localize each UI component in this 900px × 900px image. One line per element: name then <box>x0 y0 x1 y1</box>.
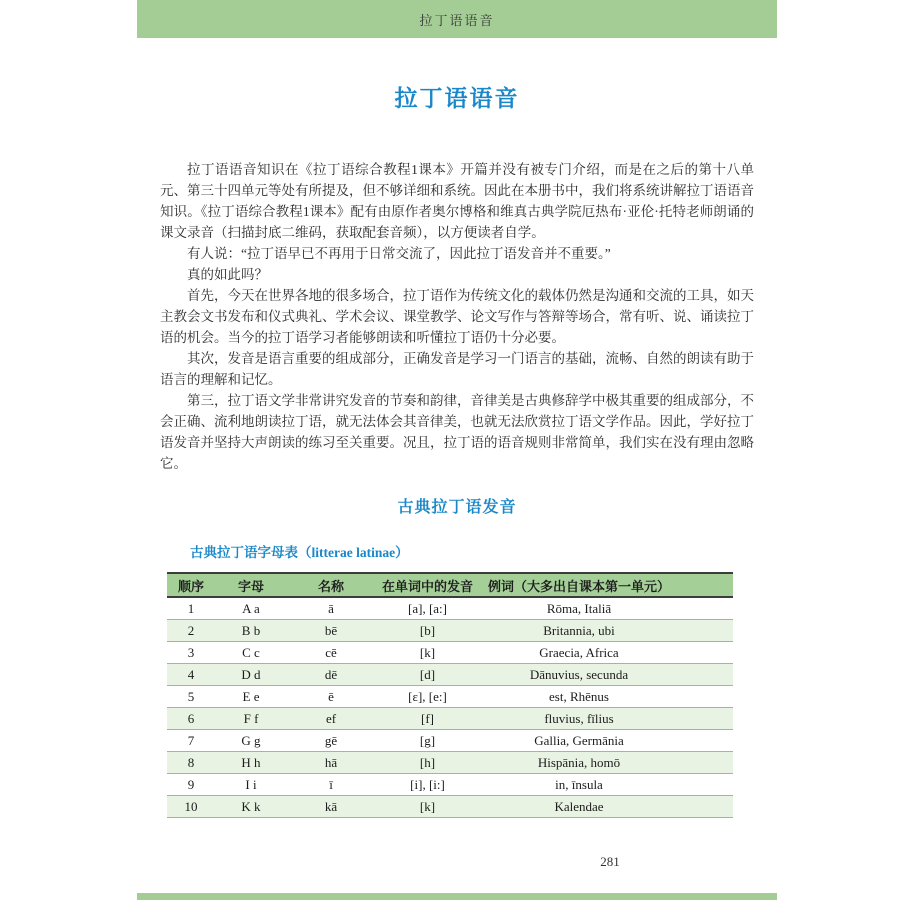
cell-order: 6 <box>167 708 215 730</box>
footer-bar <box>137 893 777 900</box>
cell-example: Hispānia, homō <box>480 752 733 774</box>
cell-name: ā <box>287 597 375 620</box>
cell-example: Graecia, Africa <box>480 642 733 664</box>
cell-letter: D d <box>215 664 287 686</box>
cell-letter: H h <box>215 752 287 774</box>
body-text <box>160 159 754 474</box>
cell-pronunciation: [a], [a:] <box>375 597 480 620</box>
cell-letter: G g <box>215 730 287 752</box>
table-row <box>167 642 733 664</box>
cell-example: Dānuvius, secunda <box>480 664 733 686</box>
cell-name: dē <box>287 664 375 686</box>
cell-letter: A a <box>215 597 287 620</box>
body-paragraph: 真的如此吗？ <box>187 267 268 282</box>
cell-name: kā <box>287 796 375 818</box>
table-row <box>167 620 733 642</box>
cell-name: cē <box>287 642 375 664</box>
cell-pronunciation: [i], [i:] <box>375 774 480 796</box>
table-row <box>167 752 733 774</box>
table-row <box>167 796 733 818</box>
cell-letter: F f <box>215 708 287 730</box>
cell-name: ef <box>287 708 375 730</box>
column-header-order: 顺序 <box>167 573 215 597</box>
table-header-row <box>167 573 733 597</box>
table-row <box>167 708 733 730</box>
cell-pronunciation: [h] <box>375 752 480 774</box>
body-paragraph: 有人说：“拉丁语早已不再用于日常交流了，因此拉丁语发音并不重要。” <box>187 246 611 261</box>
cell-pronunciation: [k] <box>375 642 480 664</box>
alphabet-table <box>167 572 733 818</box>
cell-order: 7 <box>167 730 215 752</box>
cell-letter: I i <box>215 774 287 796</box>
table-row <box>167 730 733 752</box>
cell-pronunciation: [f] <box>375 708 480 730</box>
cell-pronunciation: [ε], [e:] <box>375 686 480 708</box>
page-number: 281 <box>600 854 620 869</box>
cell-order: 1 <box>167 597 215 620</box>
table-row <box>167 774 733 796</box>
cell-order: 4 <box>167 664 215 686</box>
cell-example: est, Rhēnus <box>480 686 733 708</box>
table-row <box>167 664 733 686</box>
column-header-name: 名称 <box>287 573 375 597</box>
cell-order: 3 <box>167 642 215 664</box>
body-paragraph: 其次，发音是语言重要的组成部分，正确发音是学习一门语言的基础，流畅、自然的朗读有助于语言的理解和记忆。 <box>160 351 754 387</box>
table-row <box>167 686 733 708</box>
cell-pronunciation: [g] <box>375 730 480 752</box>
column-header-examples: 例词（大多出自课本第一单元） <box>480 573 733 597</box>
cell-order: 9 <box>167 774 215 796</box>
cell-name: bē <box>287 620 375 642</box>
cell-example: Gallia, Germānia <box>480 730 733 752</box>
cell-letter: C c <box>215 642 287 664</box>
table-row <box>167 597 733 620</box>
cell-name: gē <box>287 730 375 752</box>
body-paragraph: 首先，今天在世界各地的很多场合，拉丁语作为传统文化的载体仍然是沟通和交流的工具，如天主教会文书发布和仪式典礼、学术会议、课堂教学、论文写作与答辩等场合，常有听、说、诵读拉丁语的机会。当今的拉丁语学习者能够朗读和听懂拉丁语仍十分必要。 <box>160 288 754 345</box>
cell-order: 10 <box>167 796 215 818</box>
cell-example: in, īnsula <box>480 774 733 796</box>
cell-order: 5 <box>167 686 215 708</box>
body-paragraph: 拉丁语语音知识在《拉丁语综合教程1课本》开篇并没有被专门介绍，而是在之后的第十八单元、第三十四单元等处有所提及，但不够详细和系统。因此在本册书中，我们将系统讲解拉丁语语音知识。《拉丁语综合教程1课本》配有由原作者奥尔博格和维真古典学院厄热布·亚伦·托特老师朗诵的课文录音（扫描封底二维码，获取配套音频），以方便读者自学。 <box>160 162 754 240</box>
body-paragraph: 第三，拉丁语文学非常讲究发音的节奏和韵律，音律美是古典修辞学中极其重要的组成部分，不会正确、流利地朗读拉丁语，就无法体会其音律美，也就无法欣赏拉丁语文学作品。因此，学好拉丁语发音并坚持大声朗读的练习至关重要。况且，拉丁语的语音规则非常简单，我们实在没有理由忽略它。 <box>160 393 754 471</box>
cell-letter: E e <box>215 686 287 708</box>
section-heading: 古典拉丁语发音 <box>397 499 517 516</box>
cell-example: fluvius, fīlius <box>480 708 733 730</box>
chapter-header-bar <box>137 0 777 38</box>
page-title: 拉丁语语音 <box>394 86 520 111</box>
column-header-pronunciation: 在单词中的发音 <box>375 573 480 597</box>
cell-letter: B b <box>215 620 287 642</box>
cell-example: Kalendae <box>480 796 733 818</box>
cell-pronunciation: [d] <box>375 664 480 686</box>
page-content <box>137 38 777 818</box>
column-header-letter: 字母 <box>215 573 287 597</box>
cell-pronunciation: [k] <box>375 796 480 818</box>
cell-order: 2 <box>167 620 215 642</box>
cell-order: 8 <box>167 752 215 774</box>
cell-name: ē <box>287 686 375 708</box>
cell-name: hā <box>287 752 375 774</box>
cell-pronunciation: [b] <box>375 620 480 642</box>
cell-name: ī <box>287 774 375 796</box>
cell-example: Britannia, ubi <box>480 620 733 642</box>
cell-letter: K k <box>215 796 287 818</box>
table-caption: 古典拉丁语字母表（litterae latinae） <box>190 545 409 560</box>
cell-example: Rōma, Italiā <box>480 597 733 620</box>
running-head: 拉丁语语音 <box>419 12 495 28</box>
